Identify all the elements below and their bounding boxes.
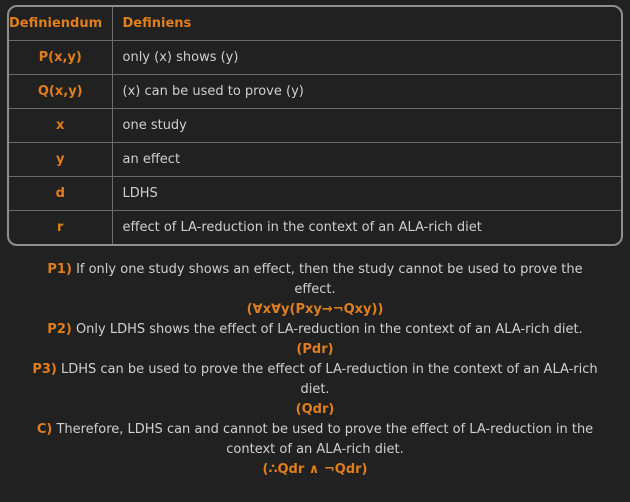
definitions-table [9, 7, 621, 244]
column-header-definiens: Definiens [112, 7, 621, 41]
premise-3-label: P3) [32, 362, 57, 377]
definiendum-value: Q(x,y) [9, 75, 112, 109]
definiendum-value: y [9, 143, 112, 177]
definiendum-value: r [9, 211, 112, 245]
premise-1 [32, 260, 598, 300]
definiens-value: effect of LA-reduction in the context of an ALA-rich diet [112, 211, 621, 245]
definiens-value: LDHS [112, 177, 621, 211]
definiendum-value: P(x,y) [9, 41, 112, 75]
premise-1-text: If only one study shows an effect, then the study cannot be used to prove the effect. [76, 262, 583, 297]
table-row [9, 41, 621, 75]
conclusion-label: C) [36, 422, 53, 437]
definiens-value: (x) can be used to prove (y) [112, 75, 621, 109]
premise-1-label: P1) [47, 262, 72, 277]
table-row [9, 143, 621, 177]
premise-1-formula: (∀x∀y(Pxy→¬Qxy)) [246, 302, 384, 317]
column-header-definiendum: Definiendum [9, 15, 103, 31]
definiendum-value: x [9, 109, 112, 143]
conclusion-text: Therefore, LDHS can and cannot be used to prove the effect of LA-reduction in the context of an ALA-rich diet. [56, 422, 594, 457]
premise-2-formula: (Pdr) [296, 342, 334, 357]
definiens-value: an effect [112, 143, 621, 177]
premise-3-text: LDHS can be used to prove the effect of LA-reduction in the context of an ALA-rich diet. [61, 362, 598, 397]
premise-2 [32, 320, 598, 340]
table-header-row [9, 7, 621, 41]
conclusion-formula: (∴Qdr ∧ ¬Qdr) [262, 462, 368, 477]
argument-section [32, 260, 598, 480]
table-row [9, 211, 621, 245]
premise-2-label: P2) [47, 322, 72, 337]
definiendum-value: d [9, 177, 112, 211]
definiens-value: one study [112, 109, 621, 143]
premise-3 [32, 360, 598, 400]
definitions-table-container [7, 5, 623, 246]
premise-2-text: Only LDHS shows the effect of LA-reduction in the context of an ALA-rich diet. [75, 322, 583, 337]
conclusion [32, 420, 598, 460]
table-row [9, 109, 621, 143]
premise-3-formula: (Qdr) [295, 402, 335, 417]
table-row [9, 75, 621, 109]
definiens-value: only (x) shows (y) [112, 41, 621, 75]
table-row [9, 177, 621, 211]
